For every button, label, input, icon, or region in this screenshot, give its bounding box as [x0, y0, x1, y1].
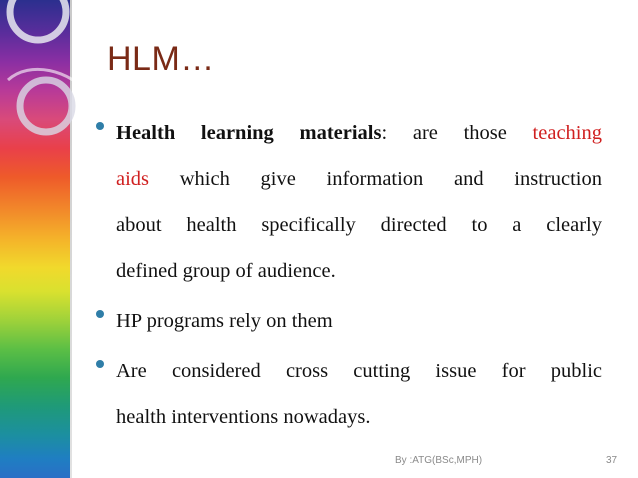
text-segment: which give information and instruction	[149, 168, 602, 190]
bold-term: Health learning materials	[116, 122, 382, 144]
bullet-line: about health specifically directed to a clearly	[116, 214, 602, 236]
bullet-dot-icon	[96, 310, 104, 318]
bullet-item	[96, 348, 602, 440]
footer-author: By :ATG(BSc,MPH)	[395, 455, 483, 466]
page-number: 37	[606, 455, 618, 466]
bullet-line: Are considered cross cutting issue for public	[116, 360, 602, 382]
bullet-line	[116, 156, 602, 202]
bullet-dot-icon	[96, 122, 104, 130]
bullet-list	[96, 110, 602, 444]
highlight-word: aids	[116, 168, 150, 190]
bullet-item	[96, 298, 602, 344]
bullet-item	[96, 110, 602, 294]
text-segment: : are those	[381, 122, 533, 144]
bullet-line: HP programs rely on them	[116, 310, 333, 332]
slide-title: HLM…	[107, 40, 215, 78]
bullet-line: health interventions nowadays.	[116, 406, 371, 428]
bullet-line	[116, 110, 602, 156]
bullet-line: defined group of audience.	[116, 260, 336, 282]
highlight-word: teaching	[532, 122, 602, 144]
bullet-dot-icon	[96, 360, 104, 368]
